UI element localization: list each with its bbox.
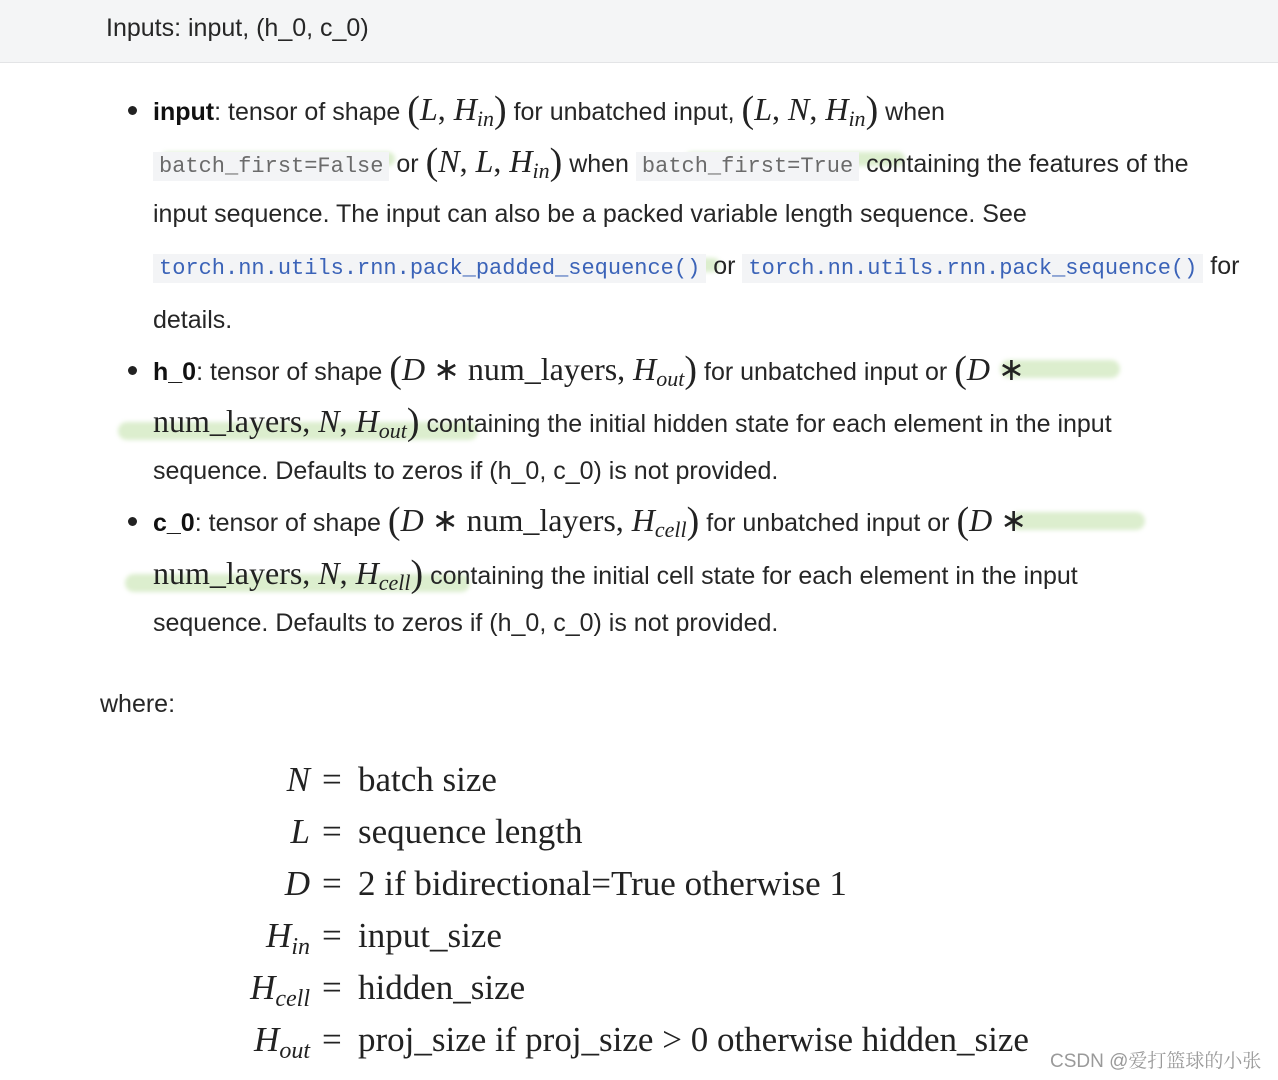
input-line-2 bbox=[153, 140, 1189, 184]
input-line-4 bbox=[153, 252, 1239, 281]
pack-sequence-link[interactable]: torch.nn.utils.rnn.pack_sequence() bbox=[742, 254, 1203, 283]
code-batch-first-true: batch_first=True bbox=[636, 152, 859, 181]
shape-formula: (L, $H_{in}$) bbox=[407, 89, 507, 131]
where-label: where: bbox=[100, 690, 176, 718]
text: containing the initial cell state for each element in the input bbox=[423, 562, 1078, 590]
code-batch-first-false: batch_first=False bbox=[153, 152, 389, 181]
definition-row bbox=[0, 968, 1100, 1020]
symbol: H bbox=[266, 916, 292, 955]
h0-line-1: h_0: tensor of shape (D ∗ num_layers, $H_{out}$) for unbatched input or (D ∗ bbox=[153, 349, 1025, 391]
definition-value: proj_size if proj_size > 0 otherwise hidden_size bbox=[358, 1020, 1029, 1059]
definition-symbol bbox=[285, 864, 310, 904]
definition-symbol bbox=[254, 1020, 310, 1064]
input-line-1: input: tensor of shape (L, $H_{in}$) for unbatched input, (L, N, $H_{in}$) when bbox=[153, 89, 945, 131]
shape-formula: (D ∗ num_layers, $H_{cell}$) bbox=[387, 500, 700, 542]
equals-sign: = bbox=[322, 864, 342, 903]
symbol: N bbox=[286, 760, 310, 799]
equals-sign: = bbox=[322, 1020, 342, 1059]
text: when bbox=[562, 150, 636, 178]
definition-row bbox=[0, 812, 1100, 864]
text: tensor of shape bbox=[210, 358, 390, 386]
shape-formula: (N, L, $H_{in}$) bbox=[425, 141, 563, 183]
shape-formula: (D ∗ num_layers, $H_{out}$) bbox=[389, 349, 698, 391]
input-line-3: input sequence. The input can also be a packed variable length sequence. See bbox=[153, 200, 1027, 228]
csdn-watermark: CSDN @爱打篮球的小张 bbox=[1050, 1051, 1262, 1072]
text: for unbatched input or bbox=[699, 509, 957, 537]
equals-sign: = bbox=[322, 916, 342, 955]
definition-symbol bbox=[287, 760, 310, 800]
symbol: H bbox=[250, 968, 276, 1007]
inputs-heading: Inputs: input, (h_0, c_0) bbox=[106, 14, 369, 42]
shape-formula: (D ∗ bbox=[954, 349, 1025, 391]
param-name: input bbox=[153, 98, 215, 126]
symbol: H bbox=[254, 1020, 280, 1059]
h0-line-2 bbox=[153, 400, 1112, 444]
pack-padded-sequence-link[interactable]: torch.nn.utils.rnn.pack_padded_sequence() bbox=[153, 254, 706, 283]
subscript: out bbox=[279, 1038, 310, 1064]
equals-sign: = bbox=[322, 760, 342, 799]
text: or bbox=[706, 252, 743, 280]
highlight-mark bbox=[1010, 512, 1145, 530]
definition-row bbox=[0, 864, 1100, 916]
text: tensor of shape bbox=[208, 509, 388, 537]
c0-line-1: c_0: tensor of shape (D ∗ num_layers, $H_{cell}$) for unbatched input or (D ∗ bbox=[153, 500, 1028, 542]
bullet bbox=[128, 366, 137, 375]
text: containing the initial hidden state for each element in the input bbox=[419, 410, 1112, 438]
shape-formula: (L, N, $H_{in}$) bbox=[741, 89, 879, 131]
equals-sign: = bbox=[322, 812, 342, 851]
definition-row bbox=[0, 760, 1100, 812]
definition-row bbox=[0, 916, 1100, 968]
definition-value: sequence length bbox=[358, 812, 583, 851]
definition-value: 2 if bidirectional=True otherwise 1 bbox=[358, 864, 847, 903]
symbol: L bbox=[290, 812, 310, 851]
text: containing the features of the bbox=[859, 150, 1189, 178]
c0-line-2 bbox=[153, 552, 1078, 596]
text: or bbox=[389, 150, 426, 178]
c0-line-3: sequence. Defaults to zeros if (h_0, c_0) is not provided. bbox=[153, 609, 779, 637]
param-name: c_0 bbox=[153, 509, 195, 537]
input-line-5: details. bbox=[153, 306, 233, 334]
definition-value: hidden_size bbox=[358, 968, 526, 1007]
definition-symbol bbox=[250, 968, 310, 1012]
text: when bbox=[878, 98, 945, 126]
shape-formula: num_layers, N, $H_{out}$) bbox=[153, 401, 420, 443]
definition-symbol bbox=[291, 812, 310, 852]
definition-value: input_size bbox=[358, 916, 502, 955]
bullet bbox=[128, 517, 137, 526]
subscript: in bbox=[291, 934, 310, 960]
definition-value: batch size bbox=[358, 760, 497, 799]
subscript: cell bbox=[275, 986, 310, 1012]
text: tensor of shape bbox=[228, 98, 408, 126]
text: for unbatched input or bbox=[697, 358, 955, 386]
h0-line-3: sequence. Defaults to zeros if (h_0, c_0) is not provided. bbox=[153, 457, 779, 485]
definition-symbol bbox=[266, 916, 310, 960]
section-header bbox=[0, 0, 1278, 63]
bullet bbox=[128, 106, 137, 115]
symbol: D bbox=[284, 864, 310, 903]
shape-formula: num_layers, N, $H_{cell}$) bbox=[153, 553, 424, 595]
text: for unbatched input, bbox=[506, 98, 742, 126]
definition-row bbox=[0, 1020, 1100, 1072]
text: for bbox=[1203, 252, 1240, 280]
param-name: h_0 bbox=[153, 358, 197, 386]
shape-formula: (D ∗ bbox=[956, 500, 1028, 542]
equals-sign: = bbox=[322, 968, 342, 1007]
